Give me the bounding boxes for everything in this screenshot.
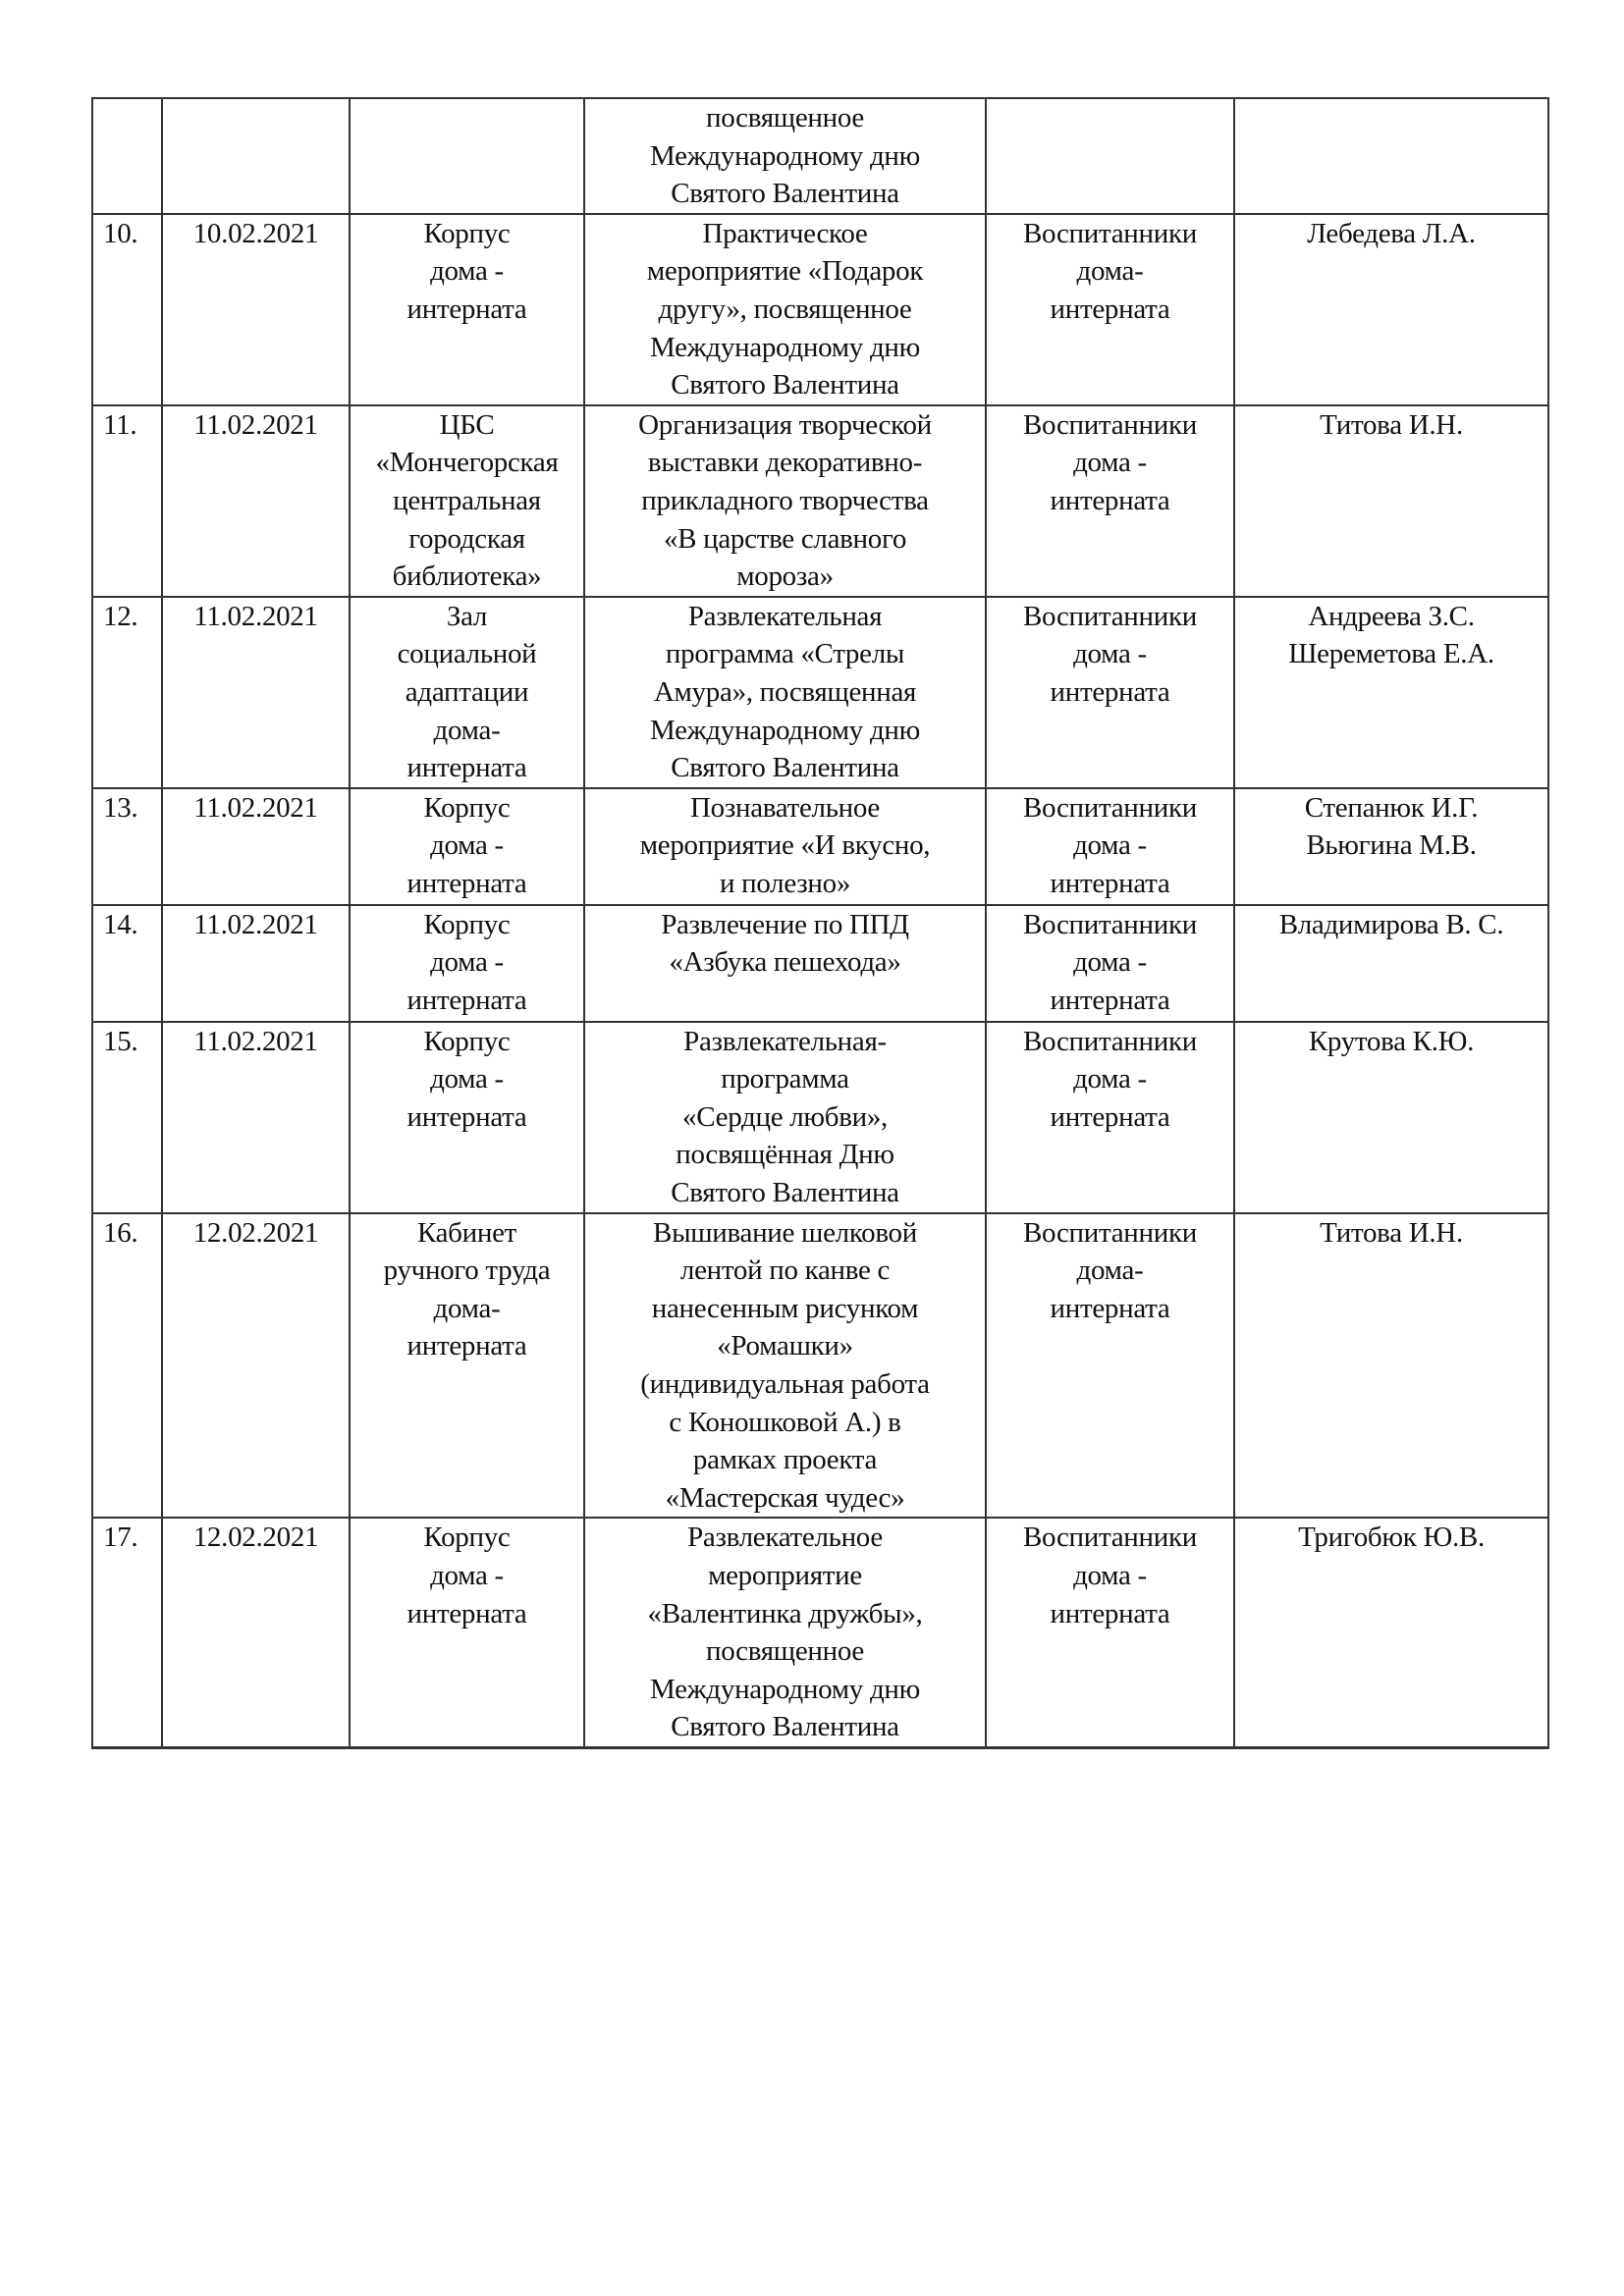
table-row <box>92 905 1548 1022</box>
cell-date <box>162 98 350 214</box>
table-row <box>92 1022 1548 1213</box>
cell-number: 16. <box>92 1213 162 1519</box>
cell-responsible: Владимирова В. С. <box>1234 905 1548 1022</box>
cell-place: Кабинет ручного труда дома- интерната <box>350 1213 584 1519</box>
table-row <box>92 788 1548 905</box>
cell-participants: Воспитанники дома - интерната <box>986 905 1234 1022</box>
cell-event: Организация творческой выставки декоративно- прикладного творчества «В царстве славного мороза» <box>584 405 986 597</box>
cell-date: 12.02.2021 <box>162 1518 350 1747</box>
events-schedule-table <box>91 97 1549 1749</box>
cell-number: 12. <box>92 597 162 788</box>
table-row-continued <box>92 98 1548 214</box>
cell-number: 15. <box>92 1022 162 1213</box>
cell-place: ЦБС «Мончегорская центральная городская библиотека» <box>350 405 584 597</box>
cell-number: 11. <box>92 405 162 597</box>
table-row <box>92 405 1548 597</box>
cell-place: Зал социальной адаптации дома- интерната <box>350 597 584 788</box>
cell-number: 17. <box>92 1518 162 1747</box>
cell-responsible: Лебедева Л.А. <box>1234 214 1548 405</box>
cell-participants: Воспитанники дома - интерната <box>986 405 1234 597</box>
cell-participants: Воспитанники дома- интерната <box>986 214 1234 405</box>
cell-responsible: Крутова К.Ю. <box>1234 1022 1548 1213</box>
cell-number: 13. <box>92 788 162 905</box>
cell-participants: Воспитанники дома - интерната <box>986 597 1234 788</box>
cell-participants: Воспитанники дома - интерната <box>986 788 1234 905</box>
cell-place: Корпус дома - интерната <box>350 1518 584 1747</box>
cell-date: 11.02.2021 <box>162 788 350 905</box>
cell-number: 14. <box>92 905 162 1022</box>
cell-place: Корпус дома - интерната <box>350 788 584 905</box>
cell-date: 11.02.2021 <box>162 597 350 788</box>
table-row <box>92 214 1548 405</box>
table-row <box>92 1213 1548 1519</box>
cell-place: Корпус дома - интерната <box>350 214 584 405</box>
cell-place: Корпус дома - интерната <box>350 1022 584 1213</box>
cell-date: 11.02.2021 <box>162 405 350 597</box>
cell-responsible <box>1234 98 1548 214</box>
cell-responsible: Степанюк И.Г. Вьюгина М.В. <box>1234 788 1548 905</box>
cell-event: Развлечение по ППД «Азбука пешехода» <box>584 905 986 1022</box>
cell-date: 11.02.2021 <box>162 905 350 1022</box>
cell-responsible: Титова И.Н. <box>1234 1213 1548 1519</box>
cell-place <box>350 98 584 214</box>
cell-number <box>92 98 162 214</box>
cell-responsible: Тригобюк Ю.В. <box>1234 1518 1548 1747</box>
cell-event: Вышивание шелковой лентой по канве с нанесенным рисунком «Ромашки» (индивидуальная работа с Коношковой А.) в рамках проекта «Мастерская чудес» <box>584 1213 986 1519</box>
cell-participants: Воспитанники дома - интерната <box>986 1022 1234 1213</box>
cell-event: Развлекательная- программа «Сердце любви», посвящённая Дню Святого Валентина <box>584 1022 986 1213</box>
table-row <box>92 1518 1548 1747</box>
cell-date: 12.02.2021 <box>162 1213 350 1519</box>
cell-date: 11.02.2021 <box>162 1022 350 1213</box>
cell-responsible: Титова И.Н. <box>1234 405 1548 597</box>
cell-participants <box>986 98 1234 214</box>
cell-participants: Воспитанники дома- интерната <box>986 1213 1234 1519</box>
cell-event: Практическое мероприятие «Подарок другу», посвященное Международному дню Святого Валентина <box>584 214 986 405</box>
cell-responsible: Андреева З.С. Шереметова Е.А. <box>1234 597 1548 788</box>
table-row <box>92 597 1548 788</box>
cell-number: 10. <box>92 214 162 405</box>
cell-event: Развлекательная программа «Стрелы Амура», посвященная Международному дню Святого Валентина <box>584 597 986 788</box>
cell-place: Корпус дома - интерната <box>350 905 584 1022</box>
cell-date: 10.02.2021 <box>162 214 350 405</box>
cell-event: Познавательное мероприятие «И вкусно, и полезно» <box>584 788 986 905</box>
cell-participants: Воспитанники дома - интерната <box>986 1518 1234 1747</box>
cell-event: посвященное Международному дню Святого Валентина <box>584 98 986 214</box>
cell-event: Развлекательное мероприятие «Валентинка дружбы», посвященное Международному дню Святого Валентина <box>584 1518 986 1747</box>
